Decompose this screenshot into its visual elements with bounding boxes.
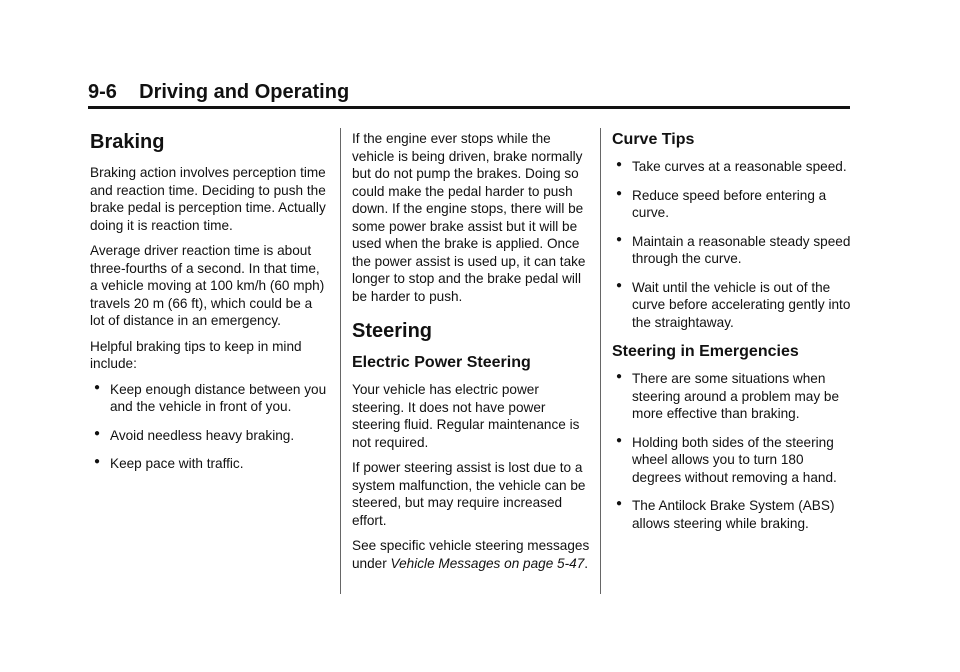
- column-divider: [600, 128, 601, 594]
- paragraph: Braking action involves perception time and reaction time. Deciding to push the brake pedal is perception time. Actually doing it is reaction time.: [90, 165, 326, 233]
- list-item: ● Reduce speed before entering a curve.: [612, 187, 852, 222]
- paragraph: Helpful braking tips to keep in mind include:: [90, 338, 302, 371]
- bullet-icon: ●: [616, 498, 623, 509]
- list-item: ● Maintain a reasonable steady speed through the curve.: [612, 233, 852, 268]
- list-item: ● There are some situations when steering around a problem may be more effective than braking.: [612, 370, 852, 423]
- list-item: ● The Antilock Brake System (ABS) allows steering while braking.: [612, 497, 852, 532]
- bullet-icon: ●: [616, 371, 623, 382]
- paragraph: If the engine ever stops while the vehicle is being driven, brake normally but do not pump the brakes. Doing so could make the pedal harder to push down. If the engine stops, there will be some power brake assist but it will be used when the brake is applied. Once the power assist is used up, it can take longer to stop and the brake pedal will be harder to push.: [352, 131, 586, 304]
- page-header: [88, 82, 850, 109]
- list-item: ● Keep pace with traffic.: [90, 455, 330, 473]
- bullet-icon: ●: [94, 427, 101, 439]
- bullet-icon: ●: [616, 159, 623, 170]
- list-item: ● Wait until the vehicle is out of the curve before accelerating gently into the straightaway.: [612, 279, 852, 332]
- column-2: [352, 116, 592, 596]
- subheading-curve-tips: Curve Tips: [612, 131, 695, 148]
- paragraph: See specific vehicle steering messages under Vehicle Messages on page 5-47.: [352, 538, 590, 571]
- bullet-icon: ●: [616, 233, 623, 245]
- subheading-steering-in-emergencies: Steering in Emergencies: [612, 343, 799, 360]
- column-1: [90, 116, 330, 596]
- chapter-title: Driving and Operating: [139, 81, 350, 103]
- curve-tips-list: [612, 158, 852, 331]
- page-number: 9-6: [88, 81, 117, 103]
- bullet-icon: ●: [616, 279, 623, 291]
- bullet-icon: ●: [94, 381, 101, 393]
- paragraph: Your vehicle has electric power steering. It does not have power steering fluid. Regular maintenance is not required.: [352, 382, 580, 450]
- paragraph: Average driver reaction time is about three-fourths of a second. In that time, a vehicle moving at 100 km/h (60 mph) travels 20 m (66 ft), which could be a lot of distance in an emergency.: [90, 243, 325, 328]
- paragraph: If power steering assist is lost due to a system malfunction, the vehicle can be steered, but may require increased effort.: [352, 460, 586, 528]
- section-heading-steering: Steering: [352, 320, 433, 342]
- list-item: ● Holding both sides of the steering wheel allows you to turn 180 degrees without removing a hand.: [612, 434, 852, 487]
- list-item: ● Avoid needless heavy braking.: [90, 427, 330, 445]
- bullet-icon: ●: [616, 434, 623, 446]
- bullet-icon: ●: [616, 187, 623, 199]
- section-heading-braking: Braking: [90, 131, 165, 153]
- column-divider: [340, 128, 341, 594]
- bullet-icon: ●: [94, 456, 101, 467]
- subheading-electric-power-steering: Electric Power Steering: [352, 354, 531, 371]
- emergency-steering-list: [612, 370, 852, 532]
- list-item: ● Keep enough distance between you and the vehicle in front of you.: [90, 381, 330, 416]
- list-item: ● Take curves at a reasonable speed.: [612, 158, 852, 176]
- column-3: [612, 116, 852, 596]
- cross-reference-link[interactable]: Vehicle Messages on page 5-47: [390, 555, 585, 571]
- braking-tips-list: [90, 381, 330, 473]
